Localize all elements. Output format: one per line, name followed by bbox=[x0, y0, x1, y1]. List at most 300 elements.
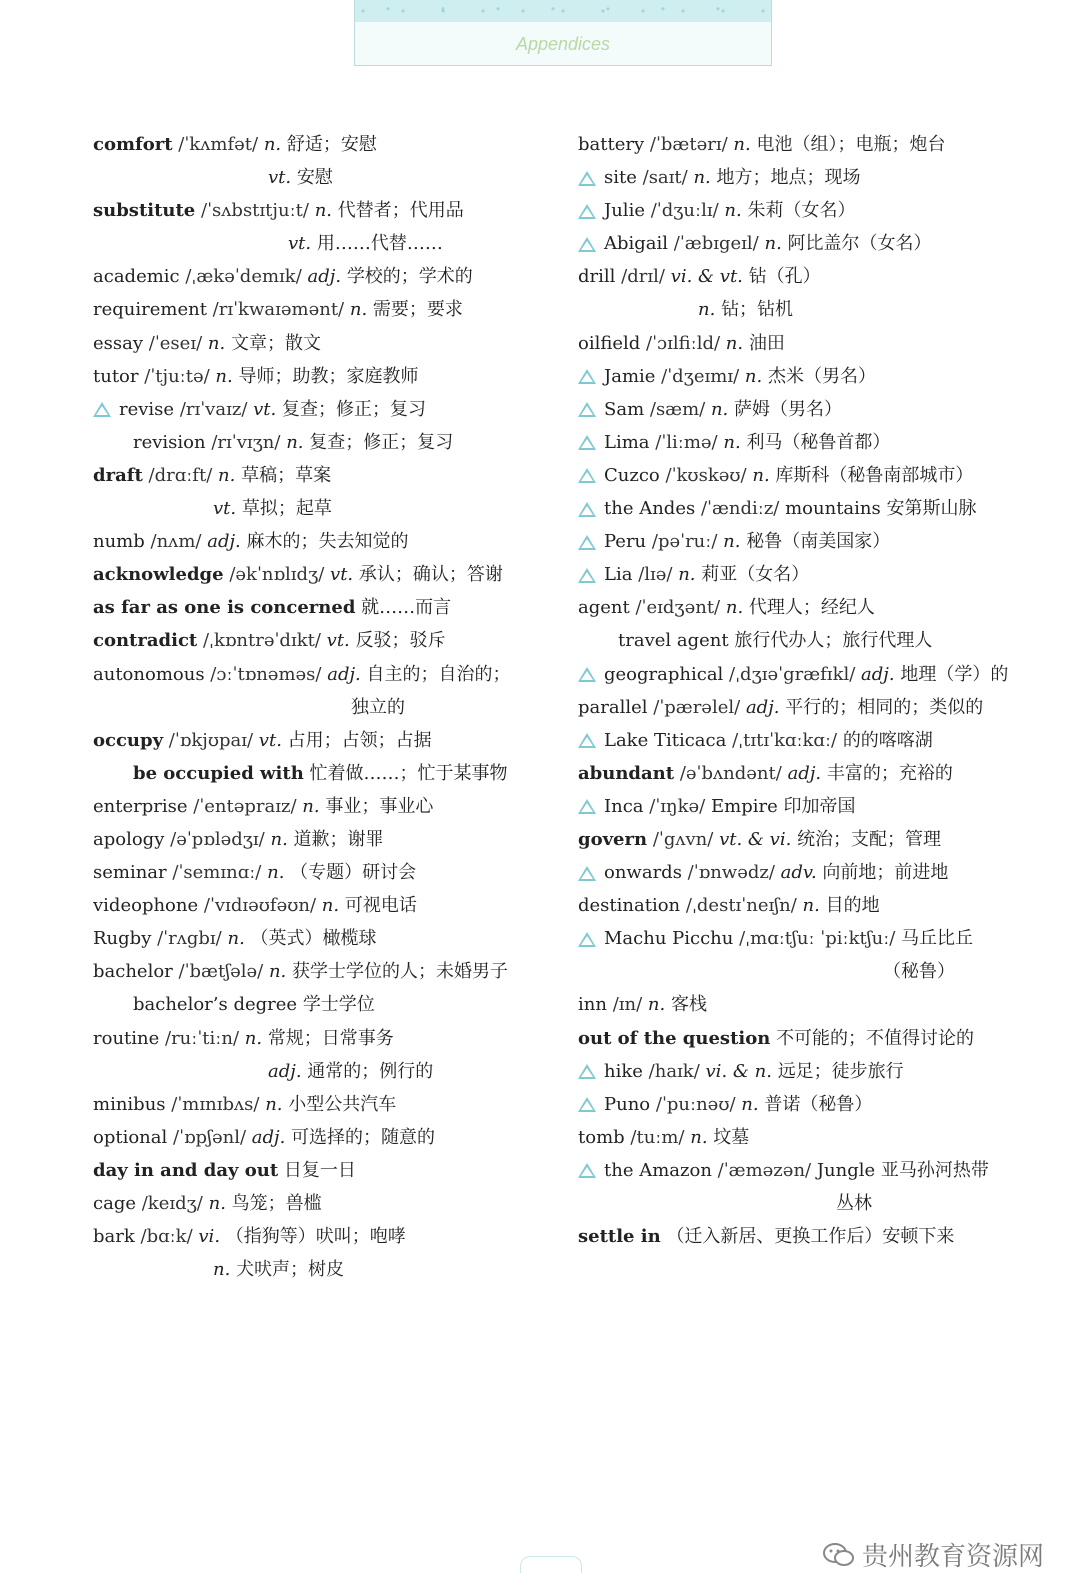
vocab-entry bbox=[93, 1187, 538, 1220]
part-of-speech: vt. bbox=[213, 498, 237, 520]
triangle-marker-icon bbox=[578, 502, 596, 517]
vocab-term: oilfield bbox=[578, 332, 641, 354]
vocab-term: numb bbox=[93, 531, 145, 553]
pronunciation: /tuːm/ bbox=[630, 1126, 685, 1148]
vocab-entry bbox=[578, 327, 1028, 360]
part-of-speech: n. bbox=[218, 464, 236, 486]
vocab-term: academic bbox=[93, 266, 180, 288]
triangle-marker-icon bbox=[578, 932, 596, 947]
vocab-term: day in and day out bbox=[93, 1159, 279, 1181]
pronunciation: /ˌækəˈdemɪk/ bbox=[185, 266, 302, 288]
definition: 目的地 bbox=[825, 895, 880, 917]
vocab-entry bbox=[93, 691, 538, 724]
part-of-speech: n. bbox=[764, 233, 782, 255]
definition: 常规；日常事务 bbox=[267, 1027, 394, 1049]
vocab-term: enterprise bbox=[93, 795, 188, 817]
definition: 可视电话 bbox=[344, 895, 417, 917]
definition: 可选择的；随意的 bbox=[291, 1126, 436, 1148]
definition: Empire 印加帝国 bbox=[710, 795, 856, 817]
definition: 电池（组）；电瓶；炮台 bbox=[756, 134, 946, 155]
vocab-entry bbox=[93, 1055, 538, 1088]
definition: 丰富的；充裕的 bbox=[826, 762, 953, 784]
vocab-term: Lima bbox=[604, 431, 650, 453]
part-of-speech: n. bbox=[227, 928, 245, 950]
watermark-text: 贵州教育资源网 bbox=[861, 1542, 1044, 1572]
definition: 统治；支配；管理 bbox=[797, 828, 942, 850]
vocab-term: videophone bbox=[93, 895, 199, 917]
pronunciation: /ˈæbɪgeɪl/ bbox=[673, 233, 759, 255]
definition: 草拟；起草 bbox=[241, 498, 332, 520]
vocab-term: cage bbox=[93, 1193, 136, 1214]
vocab-term: govern bbox=[578, 828, 648, 850]
triangle-marker-icon bbox=[93, 402, 111, 417]
definition: 用……代替…… bbox=[316, 233, 443, 255]
vocab-term: tomb bbox=[578, 1126, 625, 1148]
definition: 丛林 bbox=[836, 1193, 872, 1214]
vocab-term: tutor bbox=[93, 365, 139, 387]
part-of-speech: vi. bbox=[198, 1226, 221, 1248]
pronunciation: /ˈpuːnəʊ/ bbox=[655, 1093, 736, 1115]
part-of-speech: n. bbox=[208, 1193, 226, 1214]
triangle-marker-icon bbox=[578, 799, 596, 814]
vocab-term: parallel bbox=[578, 696, 648, 718]
pronunciation: /rɪˈvaɪz/ bbox=[179, 398, 248, 420]
part-of-speech: adj. bbox=[327, 663, 361, 685]
vocab-term: Abigail bbox=[604, 233, 669, 255]
part-of-speech: adj. bbox=[251, 1126, 286, 1148]
pronunciation: /ˈrʌgbɪ/ bbox=[157, 928, 222, 950]
vocab-term: the Amazon bbox=[604, 1159, 712, 1181]
pronunciation: /ˈkʊskəʊ/ bbox=[665, 464, 747, 486]
definition: 获学士学位的人；未婚男子 bbox=[292, 961, 509, 983]
definition: （秘鲁） bbox=[883, 961, 955, 983]
pronunciation: /əˈbʌndənt/ bbox=[679, 762, 782, 784]
part-of-speech: n. bbox=[215, 365, 233, 387]
definition: 道歉；谢罪 bbox=[293, 828, 384, 850]
vocab-entry bbox=[578, 1187, 1028, 1220]
definition: 莉亚（女名） bbox=[701, 564, 810, 586]
pronunciation: /ɔːˈtɒnəməs/ bbox=[210, 663, 322, 685]
vocab-entry bbox=[578, 922, 1028, 955]
pronunciation: /pəˈruː/ bbox=[651, 531, 718, 553]
section-title: Appendices bbox=[515, 34, 611, 54]
definition: （迁入新居、更换工作后）安顿下来 bbox=[666, 1226, 955, 1248]
part-of-speech: n. bbox=[733, 134, 751, 155]
vocab-term: agent bbox=[578, 597, 630, 619]
vocab-entry bbox=[578, 658, 1028, 691]
vocab-term: bark bbox=[93, 1226, 135, 1248]
vocab-entry bbox=[578, 1088, 1028, 1121]
triangle-marker-icon bbox=[578, 535, 596, 550]
vocab-entry bbox=[93, 360, 538, 393]
triangle-marker-icon bbox=[578, 369, 596, 384]
definition: 坟墓 bbox=[713, 1126, 750, 1148]
vocab-term: abundant bbox=[578, 762, 675, 784]
vocab-entry bbox=[578, 227, 1028, 260]
pronunciation: /ˈændiːz/ bbox=[700, 498, 780, 520]
pronunciation: /ˌkɒntrəˈdɪkt/ bbox=[202, 630, 321, 652]
definition: （专题）研讨会 bbox=[290, 862, 417, 884]
triangle-marker-icon bbox=[578, 204, 596, 219]
vocab-entry bbox=[578, 691, 1028, 724]
definition: 麻木的；失去知觉的 bbox=[246, 531, 409, 553]
vocab-term: draft bbox=[93, 464, 143, 486]
definition: 通常的；例行的 bbox=[307, 1060, 434, 1082]
vocab-term: Sam bbox=[604, 398, 645, 420]
watermark bbox=[822, 1536, 1044, 1573]
vocab-entry bbox=[578, 988, 1028, 1021]
vocab-entry bbox=[578, 492, 1028, 525]
vocab-entry bbox=[93, 1253, 538, 1286]
vocab-term: Lia bbox=[604, 564, 633, 586]
pronunciation: /ˌdestɪˈneɪʃn/ bbox=[685, 895, 797, 917]
definition: 杰米（男名） bbox=[767, 365, 876, 387]
vocab-entry bbox=[93, 955, 538, 988]
vocab-entry bbox=[93, 1154, 538, 1187]
definition: 钻（孔） bbox=[748, 266, 821, 288]
part-of-speech: vt. & vi. bbox=[719, 828, 792, 850]
part-of-speech: n. bbox=[268, 961, 287, 983]
vocab-term: destination bbox=[578, 895, 681, 917]
part-of-speech: n. bbox=[724, 200, 742, 222]
part-of-speech: adj. bbox=[861, 663, 895, 685]
part-of-speech: n. bbox=[710, 398, 729, 420]
part-of-speech: n. bbox=[321, 895, 340, 917]
vocab-entry bbox=[578, 856, 1028, 889]
part-of-speech: adj. bbox=[307, 266, 342, 288]
part-of-speech: n. bbox=[690, 1126, 708, 1148]
vocab-entry bbox=[578, 624, 1028, 657]
pronunciation: /ˈentəpraɪz/ bbox=[193, 795, 297, 817]
vocab-entry bbox=[578, 1055, 1028, 1088]
definition: 代替者；代用品 bbox=[337, 200, 464, 222]
vocab-entry bbox=[93, 1022, 538, 1055]
vocab-entry bbox=[93, 194, 538, 227]
vocabulary-column-right bbox=[578, 128, 1028, 1253]
pronunciation: /ˌmɑːtʃuː ˈpiːktʃuː/ bbox=[739, 928, 896, 950]
vocab-entry bbox=[578, 1220, 1028, 1253]
wechat-icon bbox=[822, 1542, 856, 1568]
definition: 阿比盖尔（女名） bbox=[787, 233, 932, 255]
definition: Jungle 亚马孙河热带 bbox=[816, 1159, 989, 1181]
definition: 安慰 bbox=[296, 167, 333, 189]
vocab-term: Cuzco bbox=[604, 464, 660, 486]
part-of-speech: vt. bbox=[326, 630, 350, 652]
pronunciation: /ˈtjuːtə/ bbox=[144, 365, 210, 387]
pronunciation: /ɪn/ bbox=[612, 994, 643, 1016]
definition: 事业；事业心 bbox=[325, 795, 434, 817]
definition: 就……而言 bbox=[361, 597, 452, 619]
part-of-speech: n. bbox=[267, 862, 285, 884]
vocab-term: site bbox=[604, 167, 637, 189]
definition: 地理（学）的 bbox=[900, 663, 1009, 685]
part-of-speech: vi. & vt. bbox=[670, 266, 743, 288]
pronunciation: /ˈɒkjʊpaɪ/ bbox=[168, 729, 254, 751]
triangle-marker-icon bbox=[578, 402, 596, 417]
vocab-term: onwards bbox=[604, 862, 682, 884]
vocab-entry bbox=[93, 591, 538, 624]
vocab-entry bbox=[93, 161, 538, 194]
vocab-entry bbox=[578, 426, 1028, 459]
vocab-entry bbox=[93, 492, 538, 525]
part-of-speech: n. bbox=[678, 564, 696, 586]
vocab-entry bbox=[93, 988, 538, 1021]
vocab-entry bbox=[93, 558, 538, 591]
vocab-entry bbox=[578, 591, 1028, 624]
vocab-entry bbox=[93, 1121, 538, 1154]
triangle-marker-icon bbox=[578, 667, 596, 682]
definition: mountains 安第斯山脉 bbox=[785, 498, 977, 520]
definition: 学校的；学术的 bbox=[346, 266, 473, 288]
pronunciation: /ˈsemɪnɑː/ bbox=[172, 862, 262, 884]
part-of-speech: n. bbox=[725, 332, 744, 354]
vocab-term: apology bbox=[93, 828, 165, 850]
triangle-marker-icon bbox=[578, 866, 596, 881]
part-of-speech: n. bbox=[207, 332, 226, 354]
pronunciation: /ruːˈtiːn/ bbox=[165, 1027, 240, 1049]
definition: 复查；修正；复习 bbox=[309, 431, 454, 453]
vocab-term: seminar bbox=[93, 862, 167, 884]
vocab-term: be occupied with bbox=[133, 762, 304, 784]
part-of-speech: adv. bbox=[780, 862, 817, 884]
vocab-entry bbox=[578, 161, 1028, 194]
vocab-term: inn bbox=[578, 994, 607, 1016]
definition: 需要；要求 bbox=[372, 299, 463, 321]
vocab-entry bbox=[93, 227, 538, 260]
definition: 舒适；安慰 bbox=[286, 134, 377, 155]
triangle-marker-icon bbox=[578, 435, 596, 450]
part-of-speech: adj. bbox=[207, 531, 241, 553]
definition: 利马（秘鲁首都） bbox=[746, 431, 891, 453]
vocab-entry bbox=[578, 525, 1028, 558]
vocab-term: revision bbox=[133, 431, 206, 453]
definition: 库斯科（秘鲁南部城市） bbox=[775, 464, 974, 486]
vocab-entry bbox=[578, 1022, 1028, 1055]
part-of-speech: vt. bbox=[330, 564, 354, 586]
part-of-speech: n. bbox=[286, 431, 304, 453]
pronunciation: /rɪˈkwaɪəmənt/ bbox=[212, 299, 345, 321]
part-of-speech: n. bbox=[725, 597, 744, 619]
vocab-term: optional bbox=[93, 1126, 168, 1148]
pronunciation: /ˈbætʃələ/ bbox=[178, 961, 264, 983]
definition: 代理人；经纪人 bbox=[748, 597, 875, 619]
pronunciation: /ˌtɪtɪˈkɑːkɑː/ bbox=[732, 729, 838, 751]
vocab-term: out of the question bbox=[578, 1027, 771, 1049]
part-of-speech: n. bbox=[244, 1027, 263, 1049]
pronunciation: /ˈæməzən/ bbox=[717, 1159, 812, 1181]
vocab-entry bbox=[93, 624, 538, 657]
vocab-term: Jamie bbox=[604, 365, 656, 387]
definition: 鸟笼；兽槛 bbox=[231, 1193, 322, 1214]
vocab-term: bachelor’s degree bbox=[133, 994, 298, 1016]
definition: 远足；徒步旅行 bbox=[777, 1060, 904, 1082]
vocab-term: Peru bbox=[604, 531, 647, 553]
part-of-speech: n. bbox=[723, 431, 741, 453]
vocab-term: as far as one is concerned bbox=[93, 597, 356, 619]
triangle-marker-icon bbox=[578, 1064, 596, 1079]
vocab-entry bbox=[578, 360, 1028, 393]
vocab-entry bbox=[578, 558, 1028, 591]
pronunciation: /ˈeɪdʒənt/ bbox=[635, 597, 721, 619]
vocab-term: revise bbox=[119, 398, 175, 420]
part-of-speech: n. bbox=[349, 299, 368, 321]
part-of-speech: n. bbox=[213, 1259, 231, 1281]
definition: 小型公共汽车 bbox=[288, 1093, 397, 1115]
definition: 独立的 bbox=[351, 696, 405, 718]
vocab-term: the Andes bbox=[604, 498, 696, 520]
definition: 普诺（秘鲁） bbox=[764, 1093, 873, 1115]
definition: 萨姆（男名） bbox=[734, 398, 843, 420]
vocab-term: Machu Picchu bbox=[604, 928, 734, 950]
pronunciation: /ˈɪŋkə/ bbox=[649, 795, 706, 817]
vocab-entry bbox=[93, 724, 538, 757]
header-tab bbox=[354, 0, 772, 66]
vocab-entry bbox=[93, 823, 538, 856]
part-of-speech: n. bbox=[741, 1093, 759, 1115]
vocab-entry bbox=[93, 128, 538, 161]
pronunciation: /əˈpɒlədʒɪ/ bbox=[170, 828, 265, 850]
pronunciation: /ˈgʌvn/ bbox=[652, 828, 714, 850]
vocab-entry bbox=[93, 393, 538, 426]
vocab-term: requirement bbox=[93, 299, 207, 321]
part-of-speech: n. bbox=[263, 134, 282, 155]
definition: 学士学位 bbox=[302, 994, 375, 1016]
vocab-term: Rugby bbox=[93, 928, 152, 950]
vocab-entry bbox=[578, 293, 1028, 326]
part-of-speech: vi. & n. bbox=[705, 1060, 772, 1082]
vocab-term: autonomous bbox=[93, 663, 205, 685]
vocab-entry bbox=[578, 823, 1028, 856]
part-of-speech: n. bbox=[265, 1093, 283, 1115]
triangle-marker-icon bbox=[578, 568, 596, 583]
vocab-term: battery bbox=[578, 134, 645, 155]
part-of-speech: vt. bbox=[288, 233, 312, 255]
pronunciation: /keɪdʒ/ bbox=[141, 1193, 203, 1214]
definition: 反驳；驳斥 bbox=[355, 630, 446, 652]
vocab-term: comfort bbox=[93, 134, 173, 155]
vocab-term: travel agent bbox=[618, 630, 729, 652]
vocab-term: minibus bbox=[93, 1093, 166, 1115]
vocab-entry bbox=[578, 724, 1028, 757]
part-of-speech: n. bbox=[270, 828, 288, 850]
vocab-term: hike bbox=[604, 1060, 643, 1082]
vocab-entry bbox=[93, 856, 538, 889]
part-of-speech: n. bbox=[647, 994, 666, 1016]
part-of-speech: n. bbox=[302, 795, 320, 817]
vocab-entry bbox=[93, 658, 538, 691]
part-of-speech: n. bbox=[723, 531, 741, 553]
vocab-term: Inca bbox=[604, 795, 644, 817]
vocab-term: Puno bbox=[604, 1093, 651, 1115]
vocab-entry bbox=[578, 128, 1028, 161]
definition: 油田 bbox=[748, 332, 785, 354]
pronunciation: /ˈɔɪlfiːld/ bbox=[646, 332, 721, 354]
pronunciation: /lɪə/ bbox=[638, 564, 673, 586]
definition: 占用；占领；占据 bbox=[287, 729, 432, 751]
definition: 忙着做……；忙于某事物 bbox=[309, 762, 508, 784]
definition: 地方；地点；现场 bbox=[716, 167, 861, 189]
part-of-speech: vt. bbox=[253, 398, 277, 420]
definition: 马丘比丘 bbox=[901, 928, 974, 950]
vocab-term: settle in bbox=[578, 1226, 661, 1248]
part-of-speech: n. bbox=[698, 299, 716, 321]
pronunciation: /ˈɒnwədz/ bbox=[687, 862, 775, 884]
definition: 平行的；相同的；类似的 bbox=[785, 696, 984, 718]
pronunciation: /ˈdʒuːlɪ/ bbox=[650, 200, 719, 222]
vocab-term: substitute bbox=[93, 200, 196, 222]
vocab-entry bbox=[578, 1121, 1028, 1154]
triangle-marker-icon bbox=[578, 733, 596, 748]
triangle-marker-icon bbox=[578, 1097, 596, 1112]
definition: 向前地；前进地 bbox=[822, 862, 949, 884]
vocab-entry bbox=[93, 459, 538, 492]
vocab-entry bbox=[578, 955, 1028, 988]
definition: 草稿；草案 bbox=[241, 464, 332, 486]
pronunciation: /sæm/ bbox=[649, 398, 706, 420]
vocab-entry bbox=[578, 757, 1028, 790]
pronunciation: /rɪˈvɪʒn/ bbox=[211, 431, 281, 453]
vocab-entry bbox=[578, 194, 1028, 227]
vocab-entry bbox=[93, 889, 538, 922]
part-of-speech: n. bbox=[693, 167, 711, 189]
part-of-speech: vt. bbox=[258, 729, 282, 751]
vocab-term: essay bbox=[93, 332, 144, 354]
pronunciation: /ˈvɪdɪəʊfəʊn/ bbox=[203, 895, 317, 917]
vocab-term: geographical bbox=[604, 663, 724, 685]
part-of-speech: n. bbox=[744, 365, 763, 387]
part-of-speech: n. bbox=[752, 464, 770, 486]
vocab-term: drill bbox=[578, 266, 616, 288]
part-of-speech: adj. bbox=[745, 696, 780, 718]
vocab-entry bbox=[93, 790, 538, 823]
pronunciation: /ˈeseɪ/ bbox=[148, 332, 203, 354]
pronunciation: /saɪt/ bbox=[642, 167, 688, 189]
pronunciation: /ˈbætərɪ/ bbox=[649, 134, 728, 155]
definition: 自主的；自治的； bbox=[366, 663, 511, 685]
definition: 旅行代办人；旅行代理人 bbox=[734, 630, 933, 652]
vocab-entry bbox=[93, 293, 538, 326]
definition: 复查；修正；复习 bbox=[282, 398, 426, 420]
page-number-tab bbox=[520, 1556, 582, 1573]
vocab-entry bbox=[578, 260, 1028, 293]
header-decorative-band bbox=[355, 0, 771, 22]
vocab-entry bbox=[93, 922, 538, 955]
pronunciation: /ˈmɪnɪbʌs/ bbox=[171, 1093, 260, 1115]
definition: 犬吠声；树皮 bbox=[236, 1259, 345, 1281]
part-of-speech: adj. bbox=[787, 762, 822, 784]
triangle-marker-icon bbox=[578, 468, 596, 483]
definition: （指狗等）吠叫；咆哮 bbox=[225, 1226, 406, 1248]
pronunciation: /ˈdʒeɪmɪ/ bbox=[661, 365, 740, 387]
definition: 钻；钻机 bbox=[721, 299, 794, 321]
part-of-speech: vt. bbox=[268, 167, 292, 189]
part-of-speech: adj. bbox=[268, 1060, 302, 1082]
vocab-term: contradict bbox=[93, 630, 198, 652]
definition: 客栈 bbox=[670, 994, 707, 1016]
vocab-entry bbox=[93, 327, 538, 360]
vocab-term: routine bbox=[93, 1027, 160, 1049]
vocab-entry bbox=[93, 426, 538, 459]
pronunciation: /ˈɒpʃənl/ bbox=[173, 1126, 247, 1148]
definition: 朱莉（女名） bbox=[747, 200, 856, 222]
triangle-marker-icon bbox=[578, 237, 596, 252]
definition: 秘鲁（南美国家） bbox=[746, 531, 891, 553]
vocab-entry bbox=[93, 260, 538, 293]
vocab-entry bbox=[578, 790, 1028, 823]
pronunciation: /əkˈnɒlɪdʒ/ bbox=[229, 564, 325, 586]
part-of-speech: n. bbox=[314, 200, 333, 222]
vocab-entry bbox=[578, 1154, 1028, 1187]
